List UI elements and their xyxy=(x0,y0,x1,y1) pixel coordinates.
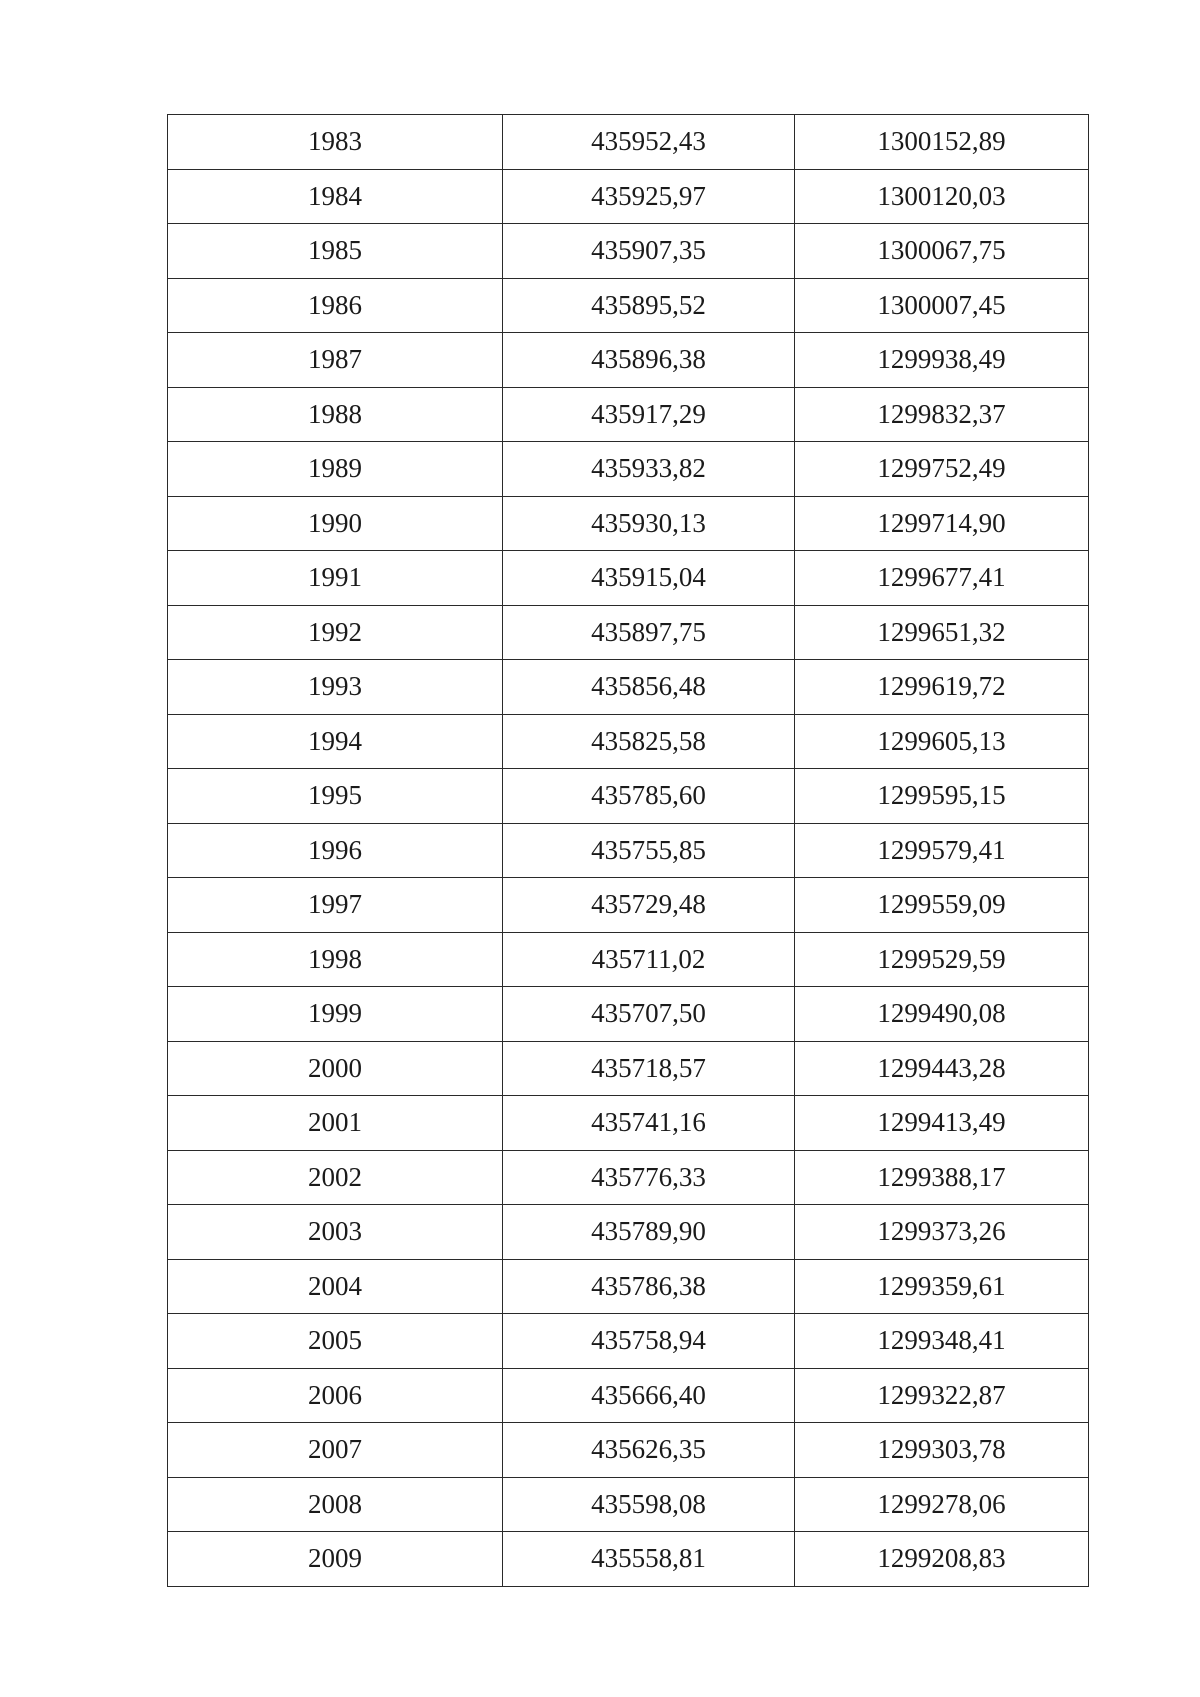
table-row xyxy=(168,1259,1089,1314)
value-a-cell: 435598,08 xyxy=(503,1477,795,1532)
value-a-cell: 435758,94 xyxy=(503,1314,795,1369)
year-cell: 1984 xyxy=(168,169,503,224)
year-cell: 1993 xyxy=(168,660,503,715)
value-b-cell: 1299322,87 xyxy=(795,1368,1089,1423)
value-b-cell: 1299651,32 xyxy=(795,605,1089,660)
year-cell: 1989 xyxy=(168,442,503,497)
value-b-cell: 1299348,41 xyxy=(795,1314,1089,1369)
year-cell: 1995 xyxy=(168,769,503,824)
year-cell: 1983 xyxy=(168,115,503,170)
value-a-cell: 435785,60 xyxy=(503,769,795,824)
value-a-cell: 435711,02 xyxy=(503,932,795,987)
value-b-cell: 1299752,49 xyxy=(795,442,1089,497)
value-a-cell: 435933,82 xyxy=(503,442,795,497)
table-row xyxy=(168,823,1089,878)
value-b-cell: 1299208,83 xyxy=(795,1532,1089,1587)
value-b-cell: 1299579,41 xyxy=(795,823,1089,878)
table-row xyxy=(168,1314,1089,1369)
value-b-cell: 1299832,37 xyxy=(795,387,1089,442)
table-row xyxy=(168,878,1089,933)
table-row xyxy=(168,169,1089,224)
table-row xyxy=(168,605,1089,660)
value-a-cell: 435917,29 xyxy=(503,387,795,442)
table-row xyxy=(168,1150,1089,1205)
year-cell: 1994 xyxy=(168,714,503,769)
year-cell: 1999 xyxy=(168,987,503,1042)
table-row xyxy=(168,278,1089,333)
table-row xyxy=(168,660,1089,715)
year-cell: 2001 xyxy=(168,1096,503,1151)
year-cell: 1997 xyxy=(168,878,503,933)
value-a-cell: 435925,97 xyxy=(503,169,795,224)
value-b-cell: 1299938,49 xyxy=(795,333,1089,388)
table-row xyxy=(168,1205,1089,1260)
table-row xyxy=(168,769,1089,824)
year-cell: 2009 xyxy=(168,1532,503,1587)
table-row xyxy=(168,714,1089,769)
table-row xyxy=(168,224,1089,279)
value-b-cell: 1299619,72 xyxy=(795,660,1089,715)
value-a-cell: 435895,52 xyxy=(503,278,795,333)
table-row xyxy=(168,1041,1089,1096)
year-cell: 1987 xyxy=(168,333,503,388)
table-row xyxy=(168,1096,1089,1151)
value-b-cell: 1299373,26 xyxy=(795,1205,1089,1260)
value-b-cell: 1299677,41 xyxy=(795,551,1089,606)
value-b-cell: 1300152,89 xyxy=(795,115,1089,170)
value-a-cell: 435776,33 xyxy=(503,1150,795,1205)
value-a-cell: 435707,50 xyxy=(503,987,795,1042)
table-row xyxy=(168,115,1089,170)
value-b-cell: 1299388,17 xyxy=(795,1150,1089,1205)
year-cell: 2006 xyxy=(168,1368,503,1423)
table-row xyxy=(168,932,1089,987)
value-b-cell: 1299490,08 xyxy=(795,987,1089,1042)
table-row xyxy=(168,496,1089,551)
value-a-cell: 435558,81 xyxy=(503,1532,795,1587)
table-row xyxy=(168,442,1089,497)
year-cell: 1990 xyxy=(168,496,503,551)
value-b-cell: 1300067,75 xyxy=(795,224,1089,279)
value-a-cell: 435789,90 xyxy=(503,1205,795,1260)
year-cell: 1988 xyxy=(168,387,503,442)
year-cell: 1991 xyxy=(168,551,503,606)
year-cell: 2008 xyxy=(168,1477,503,1532)
value-a-cell: 435856,48 xyxy=(503,660,795,715)
value-b-cell: 1299359,61 xyxy=(795,1259,1089,1314)
value-a-cell: 435626,35 xyxy=(503,1423,795,1478)
year-cell: 2004 xyxy=(168,1259,503,1314)
table-row xyxy=(168,387,1089,442)
value-a-cell: 435896,38 xyxy=(503,333,795,388)
table-body xyxy=(168,115,1089,1587)
year-cell: 2003 xyxy=(168,1205,503,1260)
value-b-cell: 1299303,78 xyxy=(795,1423,1089,1478)
year-cell: 1985 xyxy=(168,224,503,279)
value-b-cell: 1299529,59 xyxy=(795,932,1089,987)
value-a-cell: 435718,57 xyxy=(503,1041,795,1096)
value-a-cell: 435897,75 xyxy=(503,605,795,660)
value-a-cell: 435729,48 xyxy=(503,878,795,933)
value-b-cell: 1299278,06 xyxy=(795,1477,1089,1532)
value-b-cell: 1300120,03 xyxy=(795,169,1089,224)
table-row xyxy=(168,551,1089,606)
year-cell: 1986 xyxy=(168,278,503,333)
value-a-cell: 435825,58 xyxy=(503,714,795,769)
value-a-cell: 435907,35 xyxy=(503,224,795,279)
value-a-cell: 435930,13 xyxy=(503,496,795,551)
year-cell: 2005 xyxy=(168,1314,503,1369)
value-a-cell: 435786,38 xyxy=(503,1259,795,1314)
table-row xyxy=(168,333,1089,388)
year-cell: 2000 xyxy=(168,1041,503,1096)
table-row xyxy=(168,1532,1089,1587)
value-b-cell: 1299559,09 xyxy=(795,878,1089,933)
table-row xyxy=(168,1477,1089,1532)
value-b-cell: 1299595,15 xyxy=(795,769,1089,824)
value-b-cell: 1299605,13 xyxy=(795,714,1089,769)
year-cell: 1992 xyxy=(168,605,503,660)
year-cell: 1996 xyxy=(168,823,503,878)
value-b-cell: 1299714,90 xyxy=(795,496,1089,551)
value-b-cell: 1300007,45 xyxy=(795,278,1089,333)
year-cell: 2002 xyxy=(168,1150,503,1205)
value-b-cell: 1299413,49 xyxy=(795,1096,1089,1151)
value-b-cell: 1299443,28 xyxy=(795,1041,1089,1096)
table-row xyxy=(168,1368,1089,1423)
year-cell: 1998 xyxy=(168,932,503,987)
value-a-cell: 435666,40 xyxy=(503,1368,795,1423)
value-a-cell: 435741,16 xyxy=(503,1096,795,1151)
table-row xyxy=(168,987,1089,1042)
value-a-cell: 435755,85 xyxy=(503,823,795,878)
year-cell: 2007 xyxy=(168,1423,503,1478)
data-table xyxy=(167,114,1089,1587)
value-a-cell: 435952,43 xyxy=(503,115,795,170)
value-a-cell: 435915,04 xyxy=(503,551,795,606)
table-row xyxy=(168,1423,1089,1478)
